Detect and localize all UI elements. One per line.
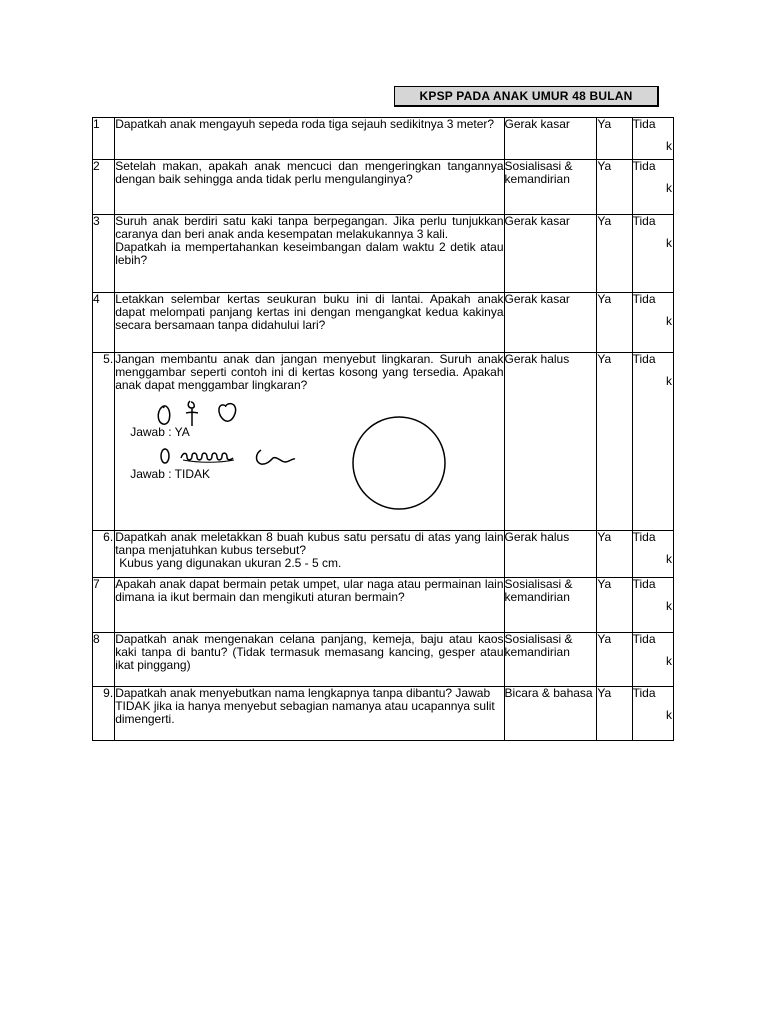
row-number: 9. xyxy=(93,687,115,741)
category-label: Sosialisasi & kemandirian xyxy=(504,633,597,687)
no-option-label-a: Tida xyxy=(632,530,656,544)
yes-option[interactable]: Ya xyxy=(597,633,632,687)
question-text: Letakkan selembar kertas seukuran buku ini di lantai. Apakah anak dapat melompati panjang kertas ini dengan mengangkat kedua kakinya secara bersamaan tanpa didahului lari? xyxy=(115,293,504,353)
answer-tidak-caption: Jawab : TIDAK xyxy=(130,467,210,481)
question-cell xyxy=(115,531,504,578)
no-option-label-a: Tida xyxy=(632,159,656,173)
row-number: 8 xyxy=(93,633,115,687)
no-option[interactable] xyxy=(632,353,673,531)
no-option-label-b: k xyxy=(666,552,672,566)
no-option-label-b: k xyxy=(666,236,672,250)
question-cell xyxy=(115,353,504,531)
no-option-label-b: k xyxy=(666,139,672,153)
question-text: Suruh anak berdiri satu kaki tanpa berpegangan. Jika perlu tunjukkan caranya dan beri anak anda kesempatan melakukannya 3 kali. xyxy=(115,214,504,241)
no-option-label-b: k xyxy=(666,181,672,195)
category-label: Gerak halus xyxy=(504,531,597,578)
table-row xyxy=(93,118,674,160)
no-option[interactable] xyxy=(632,160,673,215)
circle-example-drawing xyxy=(351,415,447,511)
drawing-example-tidak xyxy=(159,442,319,468)
yes-option[interactable]: Ya xyxy=(597,160,632,215)
table-row xyxy=(93,578,674,633)
no-option-label-b: k xyxy=(666,654,672,668)
yes-option[interactable]: Ya xyxy=(597,293,632,353)
yes-option[interactable]: Ya xyxy=(597,118,632,160)
no-option[interactable] xyxy=(632,293,673,353)
category-label: Gerak halus xyxy=(504,353,597,531)
row-number: 2 xyxy=(93,160,115,215)
row-number: 6. xyxy=(93,531,115,578)
category-label: Gerak kasar xyxy=(504,293,597,353)
no-option-label-b: k xyxy=(666,708,672,722)
no-option-label-a: Tida xyxy=(632,352,656,366)
row-number: 7 xyxy=(93,578,115,633)
no-option[interactable] xyxy=(632,687,673,741)
table-row xyxy=(93,353,674,531)
question-text: Dapatkah anak menyebutkan nama lengkapnya tanpa dibantu? Jawab TIDAK jika ia hanya menyebut sebagian namanya atau ucapannya sulit dimengerti. xyxy=(115,687,504,741)
page-title: KPSP PADA ANAK UMUR 48 BULAN xyxy=(394,86,659,107)
table-row xyxy=(93,531,674,578)
no-option-label-a: Tida xyxy=(632,686,656,700)
question-text: Jangan membantu anak dan jangan menyebut lingkaran. Suruh anak menggambar seperti contoh ini di kertas kosong yang tersedia. Apakah anak dapat menggambar lingkaran? xyxy=(115,352,504,392)
row-number: 5. xyxy=(93,353,115,531)
no-option-label-a: Tida xyxy=(632,214,656,228)
no-option[interactable] xyxy=(632,118,673,160)
question-followup: Dapatkah ia mempertahankan keseimbangan dalam waktu 2 detik atau lebih? xyxy=(115,240,504,267)
table-row xyxy=(93,215,674,293)
no-option[interactable] xyxy=(632,578,673,633)
no-option-label-a: Tida xyxy=(632,632,656,646)
table-row xyxy=(93,293,674,353)
question-text: Dapatkah anak meletakkan 8 buah kubus satu persatu di atas yang lain tanpa menjatuhkan kubus tersebut? xyxy=(115,530,504,557)
no-option-label-a: Tida xyxy=(632,292,656,306)
no-option-label-b: k xyxy=(666,599,672,613)
question-text: Setelah makan, apakah anak mencuci dan mengeringkan tangannya dengan baik sehingga anda tidak perlu mengulanginya? xyxy=(115,160,504,215)
row-number: 1 xyxy=(93,118,115,160)
no-option[interactable] xyxy=(632,215,673,293)
row-number: 3 xyxy=(93,215,115,293)
drawing-example-ya xyxy=(154,398,244,428)
category-label: Sosialisasi & kemandirian xyxy=(504,160,597,215)
table-row xyxy=(93,687,674,741)
no-option[interactable] xyxy=(632,531,673,578)
question-text: Apakah anak dapat bermain petak umpet, ular naga atau permainan lain dimana ia ikut bermain dan mengikuti aturan bermain? xyxy=(115,578,504,633)
yes-option[interactable]: Ya xyxy=(597,687,632,741)
yes-option[interactable]: Ya xyxy=(597,531,632,578)
kpsp-table xyxy=(92,117,674,741)
no-option-label-b: k xyxy=(666,314,672,328)
no-option-label-b: k xyxy=(666,374,672,388)
drawing-examples xyxy=(115,392,503,520)
category-label: Gerak kasar xyxy=(504,215,597,293)
question-followup: Kubus yang digunakan ukuran 2.5 - 5 cm. xyxy=(119,556,342,570)
question-text: Dapatkah anak mengenakan celana panjang, kemeja, baju atau kaos kaki tanpa di bantu? (Tidak termasuk memasang kancing, gesper atau ikat pinggang) xyxy=(115,633,504,687)
table-row xyxy=(93,633,674,687)
answer-ya-caption: Jawab : YA xyxy=(130,425,190,439)
category-label: Gerak kasar xyxy=(504,118,597,160)
yes-option[interactable]: Ya xyxy=(597,215,632,293)
question-text: Dapatkah anak mengayuh sepeda roda tiga sejauh sedikitnya 3 meter? xyxy=(115,118,504,160)
no-option-label-a: Tida xyxy=(632,117,656,131)
yes-option[interactable]: Ya xyxy=(597,353,632,531)
no-option[interactable] xyxy=(632,633,673,687)
yes-option[interactable]: Ya xyxy=(597,578,632,633)
category-label: Bicara & bahasa xyxy=(504,687,597,741)
table-row xyxy=(93,160,674,215)
no-option-label-a: Tida xyxy=(632,577,656,591)
question-cell xyxy=(115,215,504,293)
category-label: Sosialisasi & kemandirian xyxy=(504,578,597,633)
row-number: 4 xyxy=(93,293,115,353)
